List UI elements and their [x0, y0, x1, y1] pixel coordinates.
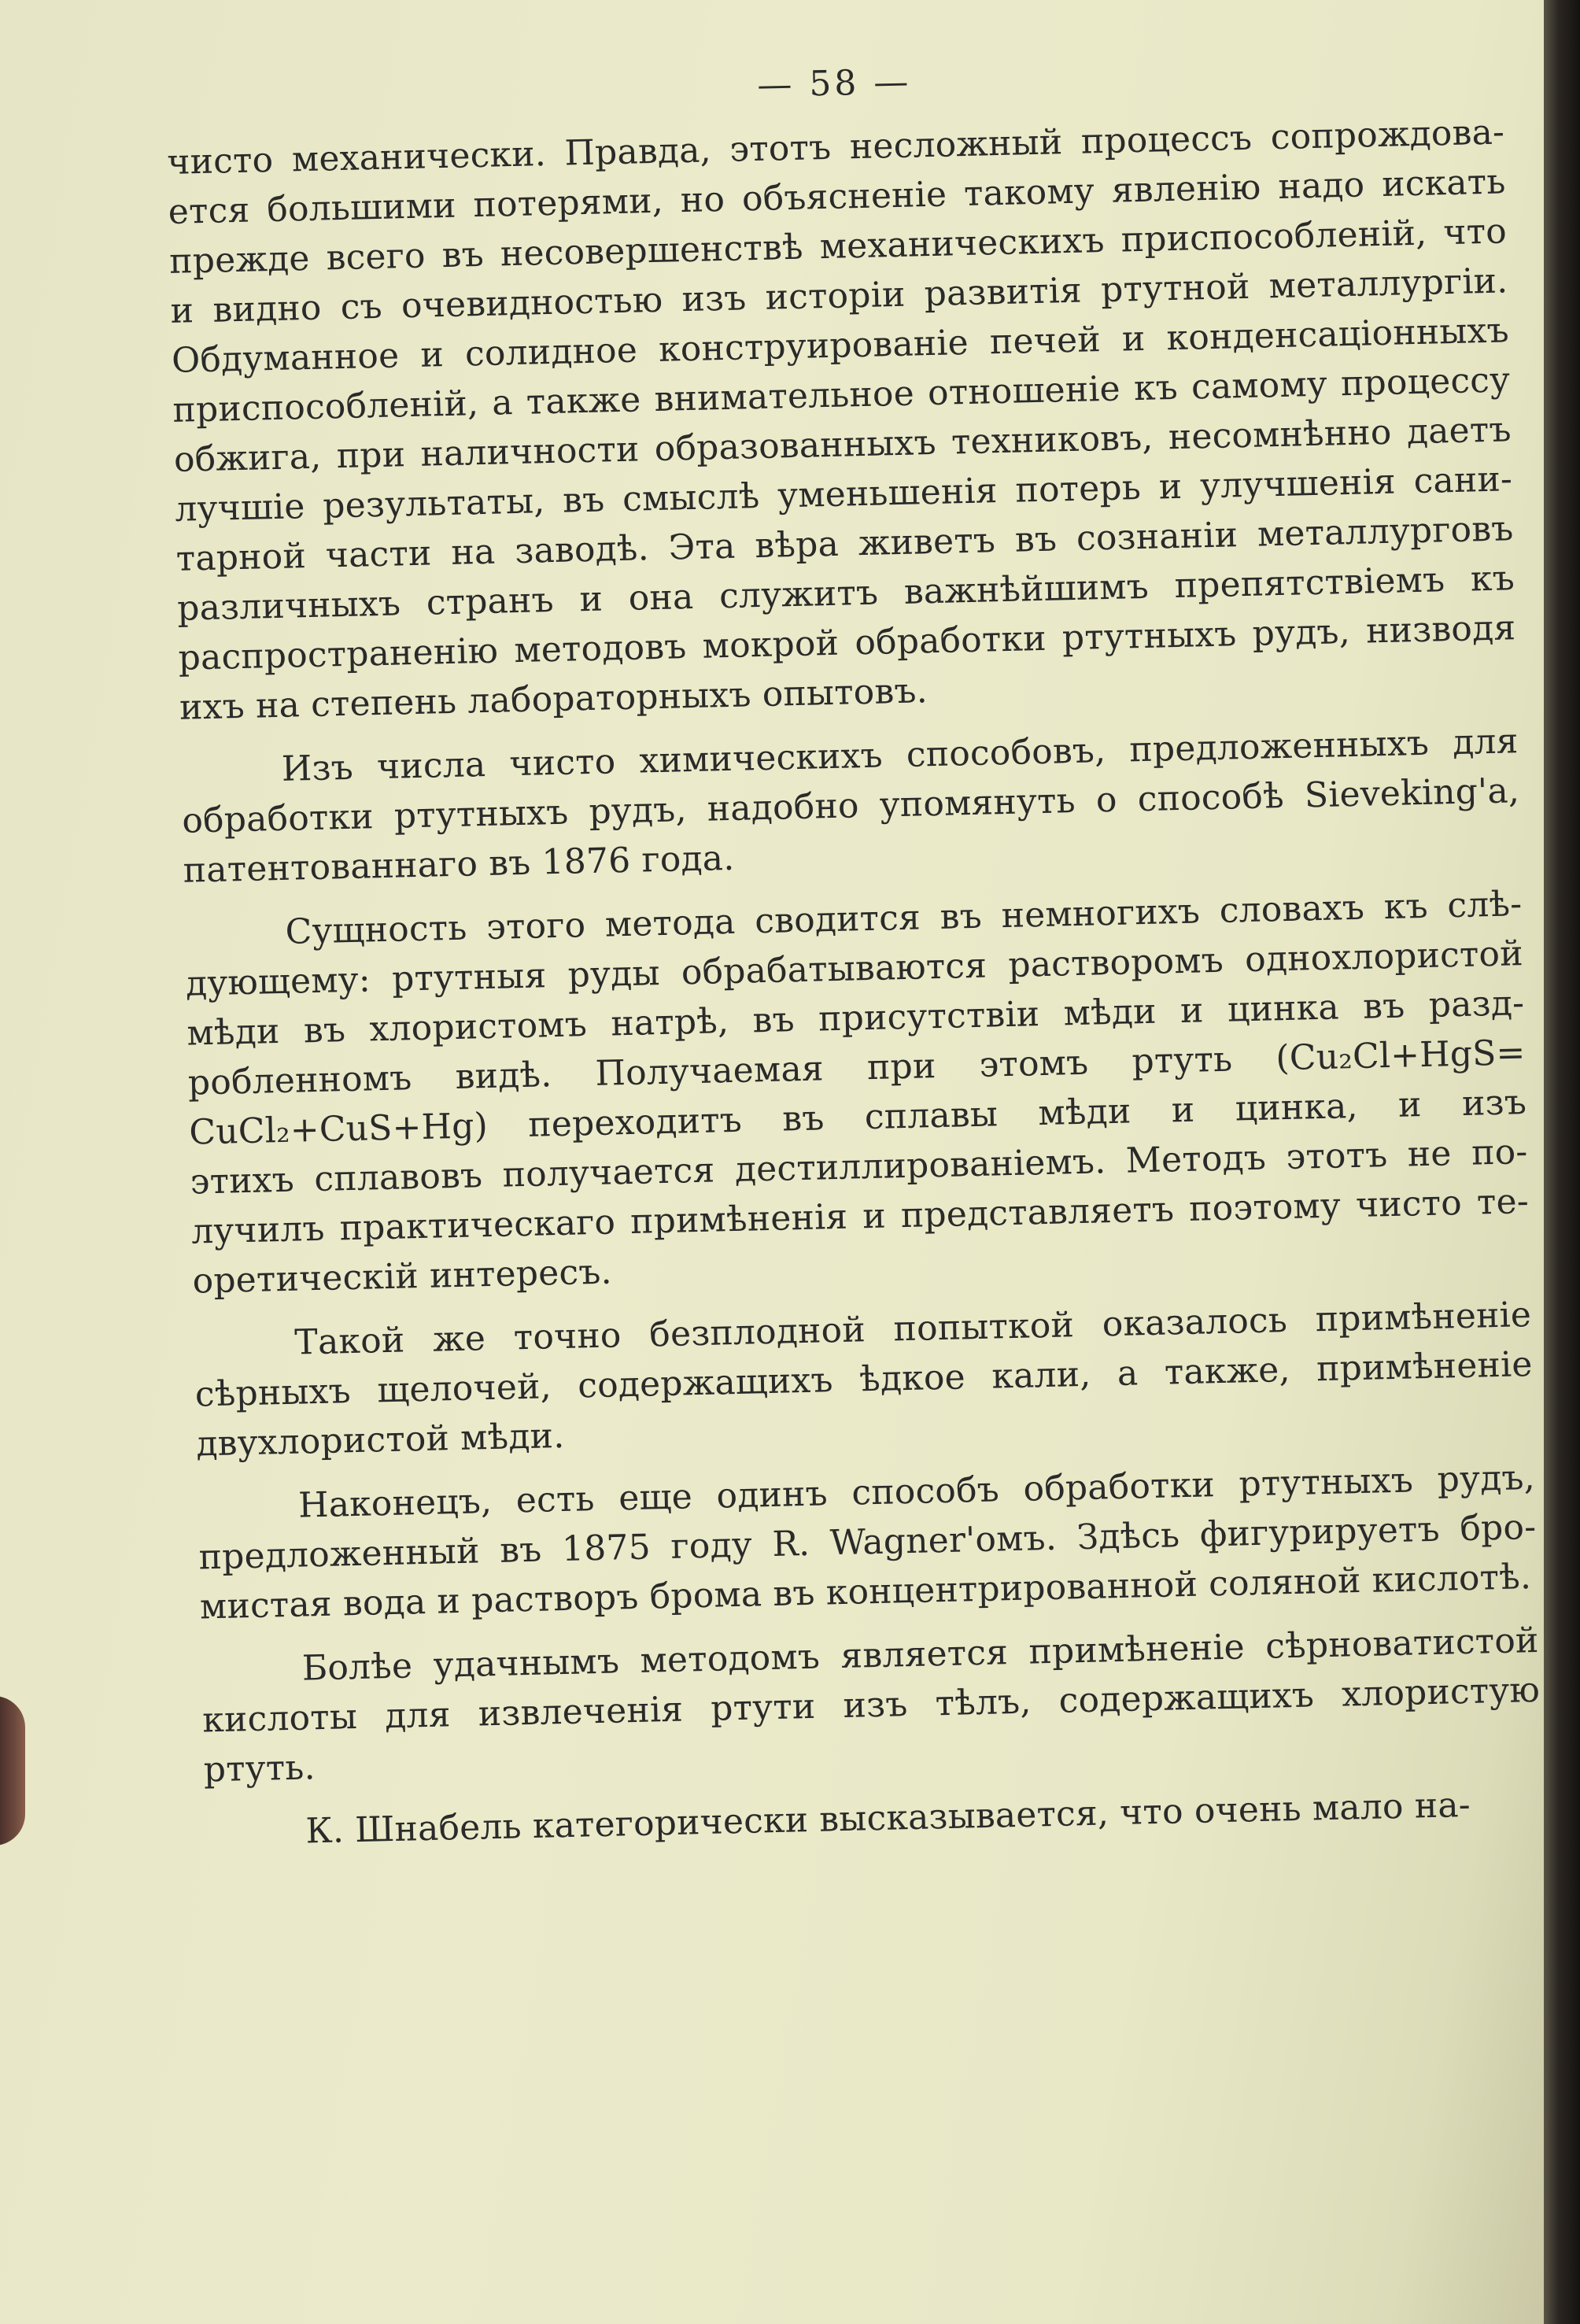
text-line: мистая вода и растворъ брома въ концентрированной соляной кислотѣ. — [199, 1557, 1532, 1628]
text-line: распространенію методовъ мокрой обработки ртутныхъ рудъ, низводя — [178, 608, 1516, 678]
page-number: — 58 — — [756, 61, 912, 105]
text-line: обжига, при наличности образованныхъ техниковъ, несомнѣнно даетъ — [173, 409, 1512, 480]
text-line: сѣрныхъ щелочей, содержащихъ ѣдкое кали, а также, примѣненіе — [194, 1344, 1534, 1415]
text-line: Обдуманное и солидное конструированіе печей и конденсаціонныхъ — [171, 310, 1510, 381]
paragraph — [201, 1618, 1544, 1797]
paragraph — [198, 1455, 1544, 1635]
text-line: прежде всего въ несовершенствѣ механическихъ приспособленій, что — [168, 211, 1508, 282]
text-line: чисто механически. Правда, этотъ несложный процессъ сопрождова- — [166, 112, 1505, 183]
text-line: ртуть. — [203, 1747, 316, 1790]
paragraph — [184, 881, 1544, 1309]
text-line: К. Шнабель категорически высказывается, что очень мало на- — [305, 1784, 1471, 1852]
text-line: CuCl₂+CuS+Hg) переходитъ въ сплавы мѣди и цинка, и изъ — [188, 1082, 1527, 1153]
text-line: патентованнаго въ 1876 года. — [183, 837, 735, 891]
text-line: обработки ртутныхъ рудъ, надобно упомянуть о способѣ Sieveking'а, — [181, 770, 1520, 841]
paragraph — [194, 1292, 1544, 1472]
text-line: Изъ числа чисто химическихъ способовъ, предложенныхъ для — [281, 721, 1519, 789]
text-line: Сущность этого метода сводится въ немногихъ словахъ къ слѣ- — [285, 884, 1523, 952]
text-line: Такой же точно безплодной попыткой оказалось примѣненіе — [293, 1295, 1532, 1363]
text-line: робленномъ видѣ. Получаемая при этомъ ртуть (Cu₂Cl+HgS= — [187, 1033, 1526, 1103]
text-line: приспособленій, а также внимательное отношеніе къ самому процессу — [172, 360, 1511, 430]
text-line: двухлористой мѣди. — [195, 1415, 565, 1465]
text-line: дующему: ртутныя руды обрабатываются растворомъ однохлористой — [185, 933, 1524, 1004]
text-line: различныхъ странъ и она служитъ важнѣйшимъ препятствіемъ къ — [176, 558, 1515, 629]
text-line: этихъ сплавовъ получается дестиллированіемъ. Методъ этотъ не по- — [190, 1132, 1528, 1203]
thumb — [0, 1696, 25, 1846]
page-text — [165, 48, 1544, 1862]
text-line: тарной части на заводѣ. Эта вѣра живетъ въ сознаніи металлурговъ — [175, 508, 1514, 579]
text-line: и видно съ очевидностью изъ исторіи развитія ртутной металлургіи. — [170, 260, 1508, 331]
paragraph — [167, 110, 1541, 736]
text-line: Болѣе удачнымъ методомъ является примѣненіе сѣрноватистой — [301, 1620, 1540, 1689]
text-line: мѣди въ хлористомъ натрѣ, въ присутствіи мѣди и цинка въ разд- — [186, 983, 1525, 1054]
text-line: ется большими потерями, но объясненіе такому явленію надо искать — [168, 161, 1506, 232]
text-line: ихъ на степень лабораторныхъ опытовъ. — [179, 671, 928, 728]
text-line: предложенный въ 1875 году R. Wagner'омъ. Здѣсь фигурируетъ бро- — [198, 1506, 1537, 1578]
paragraphs — [167, 110, 1544, 1862]
text-line: оретическій интересъ. — [192, 1251, 613, 1302]
text-line: кислоты для извлеченія ртути изъ тѣлъ, содержащихъ хлористую — [201, 1669, 1541, 1741]
text-line: лучилъ практическаго примѣненія и представляетъ поэтому чисто те- — [190, 1181, 1530, 1252]
book-gutter — [1544, 0, 1580, 2324]
text-line: лучшіе результаты, въ смыслѣ уменьшенія потерь и улучшенія сани- — [174, 459, 1513, 530]
text-line: Наконецъ, есть еще одинъ способъ обработки ртутныхъ рудъ, — [297, 1457, 1536, 1526]
